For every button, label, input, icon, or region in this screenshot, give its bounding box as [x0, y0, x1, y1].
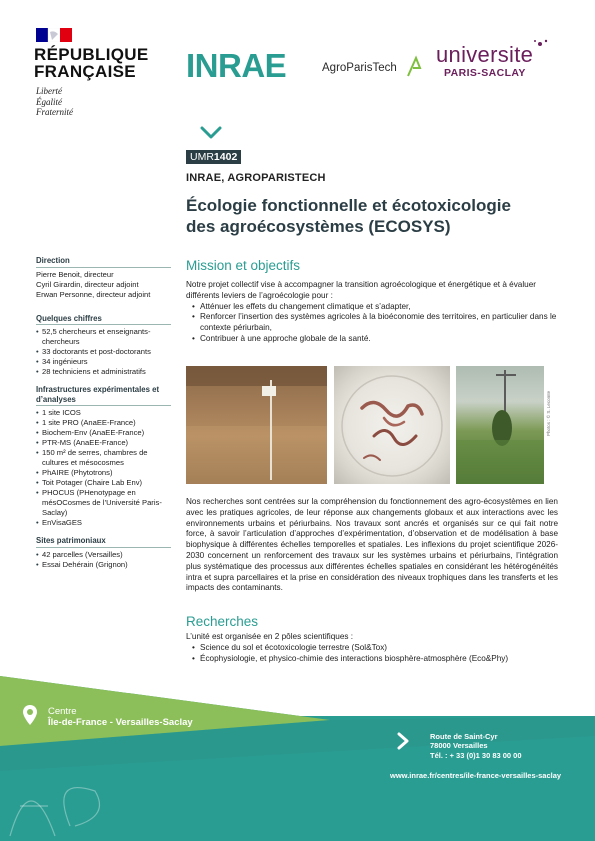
centre-website-link[interactable]: www.inrae.fr/centres/ile-france-versailles-saclay	[390, 771, 562, 780]
ups-logo-text-2: PARIS-SACLAY	[444, 67, 526, 79]
inrae-logo	[186, 44, 298, 84]
sites-list	[36, 550, 171, 570]
chiffres-heading: Quelques chiffres	[36, 314, 171, 326]
list-item: • PhAIRE (Phytotrons)	[36, 468, 171, 478]
chevron-down-icon	[200, 126, 222, 140]
agroparistech-logo	[322, 52, 424, 80]
infrastructures-list	[36, 408, 171, 528]
list-item: • 33 doctorants et post-doctorants	[36, 347, 171, 357]
sidebar	[36, 256, 171, 570]
phone-number: Tél. : + 33 (0)1 30 83 00 00	[430, 750, 522, 760]
list-item: • Atténuer les effets du changement climatique et s’adapter,	[186, 302, 558, 313]
list-item: • 34 ingénieurs	[36, 357, 171, 367]
list-item: • 52,5 chercheurs et enseignants-chercheurs	[36, 327, 171, 347]
list-item: • Écophysiologie, et physico-chimie des interactions biosphère-atmosphère (Eco&Phy)	[186, 654, 558, 665]
centre-name: Île-de-France - Versailles-Saclay	[48, 717, 193, 728]
list-item: • Renforcer l’insertion des systèmes agricoles à la bioéconomie des territoires, en particulier dans le contexte périurbain,	[186, 312, 558, 334]
umr-badge: UMR1402	[186, 150, 241, 164]
sites-heading: Sites patrimoniaux	[36, 536, 171, 548]
wheat-field-photo	[456, 366, 544, 484]
list-item: • Essai Dehérain (Grignon)	[36, 560, 171, 570]
inrae-logo-text: INRAE	[186, 47, 287, 84]
infrastructures-heading: Infrastructures expérimentales et d’analyses	[36, 385, 171, 406]
mission-intro: Notre projet collectif vise à accompagner la transition agroécologique et énergétique et à évaluer différents leviers de l’agroécologie pour :	[186, 280, 536, 300]
earthworms-petri-photo	[334, 366, 450, 484]
list-item: • EnVisaGES	[36, 518, 171, 528]
recherches-poles	[186, 643, 558, 665]
direction-line: Cyril Girardin, directeur adjoint	[36, 279, 139, 289]
unit-partners: INRAE, AGROPARISTECH	[186, 172, 326, 184]
list-item: • Biochem-Env (AnaEE-France)	[36, 428, 171, 438]
list-item: • 28 techniciens et administratifs	[36, 367, 171, 377]
agroparistech-logo-text: AgroParisTech	[322, 62, 397, 74]
direction-line: Erwan Personne, directeur adjoint	[36, 289, 151, 299]
list-item: • Toit Potager (Chaire Lab Env)	[36, 478, 171, 488]
centre-address: Route de Saint-Cyr 78000 Versailles Tél. : + 33 (0)1 30 83 00 00	[430, 732, 522, 760]
unit-title: Écologie fonctionnelle et écotoxicologie des agroécosystèmes (ECOSYS)	[186, 196, 511, 236]
mission-heading: Mission et objectifs	[186, 258, 301, 273]
list-item: • 150 m² de serres, chambres de cultures et mésocosmes	[36, 448, 171, 468]
recherches-intro: L’unité est organisée en 2 pôles scientifiques :	[186, 632, 354, 641]
direction-heading: Direction	[36, 256, 171, 268]
universite-paris-saclay-logo	[436, 38, 554, 82]
direction-line: Pierre Benoit, directeur	[36, 269, 114, 279]
marianne-logo	[36, 28, 72, 42]
list-item: • PHOCUS (PHenotypage en mésOCosmes de l’Université Paris-Saclay)	[36, 488, 171, 518]
republique-motto: Liberté Égalité Fraternité	[36, 86, 73, 117]
mission-bullets	[186, 302, 558, 345]
centre-label: Centre	[48, 706, 77, 717]
chevron-right-icon	[396, 732, 410, 750]
research-paragraph: Nos recherches sont centrées sur la compréhension du fonctionnement des agro-écosystèmes en lien avec les pratiques agricoles, de leur réponse aux changements globaux et aux interactions avec les environnements urbains et périurbains. Nos travaux sont ancrés et organisés sur ce qui fait notre force, à savoir l’articulation d’approches d’expérimentation, d’observation et de modélisation à base biophysique à différentes échelles temporelles et spatiales. Les inflexions du projet scientifique 2026-2030 concernent un renforcement des travaux sur les systèmes urbains et périurbains, l’intégration plus systématique des processus aux différentes échelles spatiales en considérant les hétérogénéités intra et supra parcellaires et la prise en considération des niveaux trophiques dans les transferts et les impacts des contaminants.	[186, 497, 558, 593]
mission-section	[186, 280, 558, 345]
location-pin-icon	[22, 704, 38, 726]
republique-francaise-title: RÉPUBLIQUE FRANÇAISE	[34, 45, 149, 81]
chiffres-list	[36, 327, 171, 377]
ups-logo-text-1: universite	[436, 42, 534, 67]
list-item: • Science du sol et écotoxicologie terrestre (Sol&Tox)	[186, 643, 558, 654]
list-item: • 42 parcelles (Versailles)	[36, 550, 171, 560]
soil-profile-photo	[186, 366, 327, 484]
photo-credit: Photos : © S. Lecomte	[546, 390, 551, 436]
list-item: • PTR-MS (AnaEE-France)	[36, 438, 171, 448]
list-item: • 1 site ICOS	[36, 408, 171, 418]
list-item: • Contribuer à une approche globale de la santé.	[186, 334, 558, 345]
recherches-heading: Recherches	[186, 614, 259, 629]
list-item: • 1 site PRO (AnaEE-France)	[36, 418, 171, 428]
